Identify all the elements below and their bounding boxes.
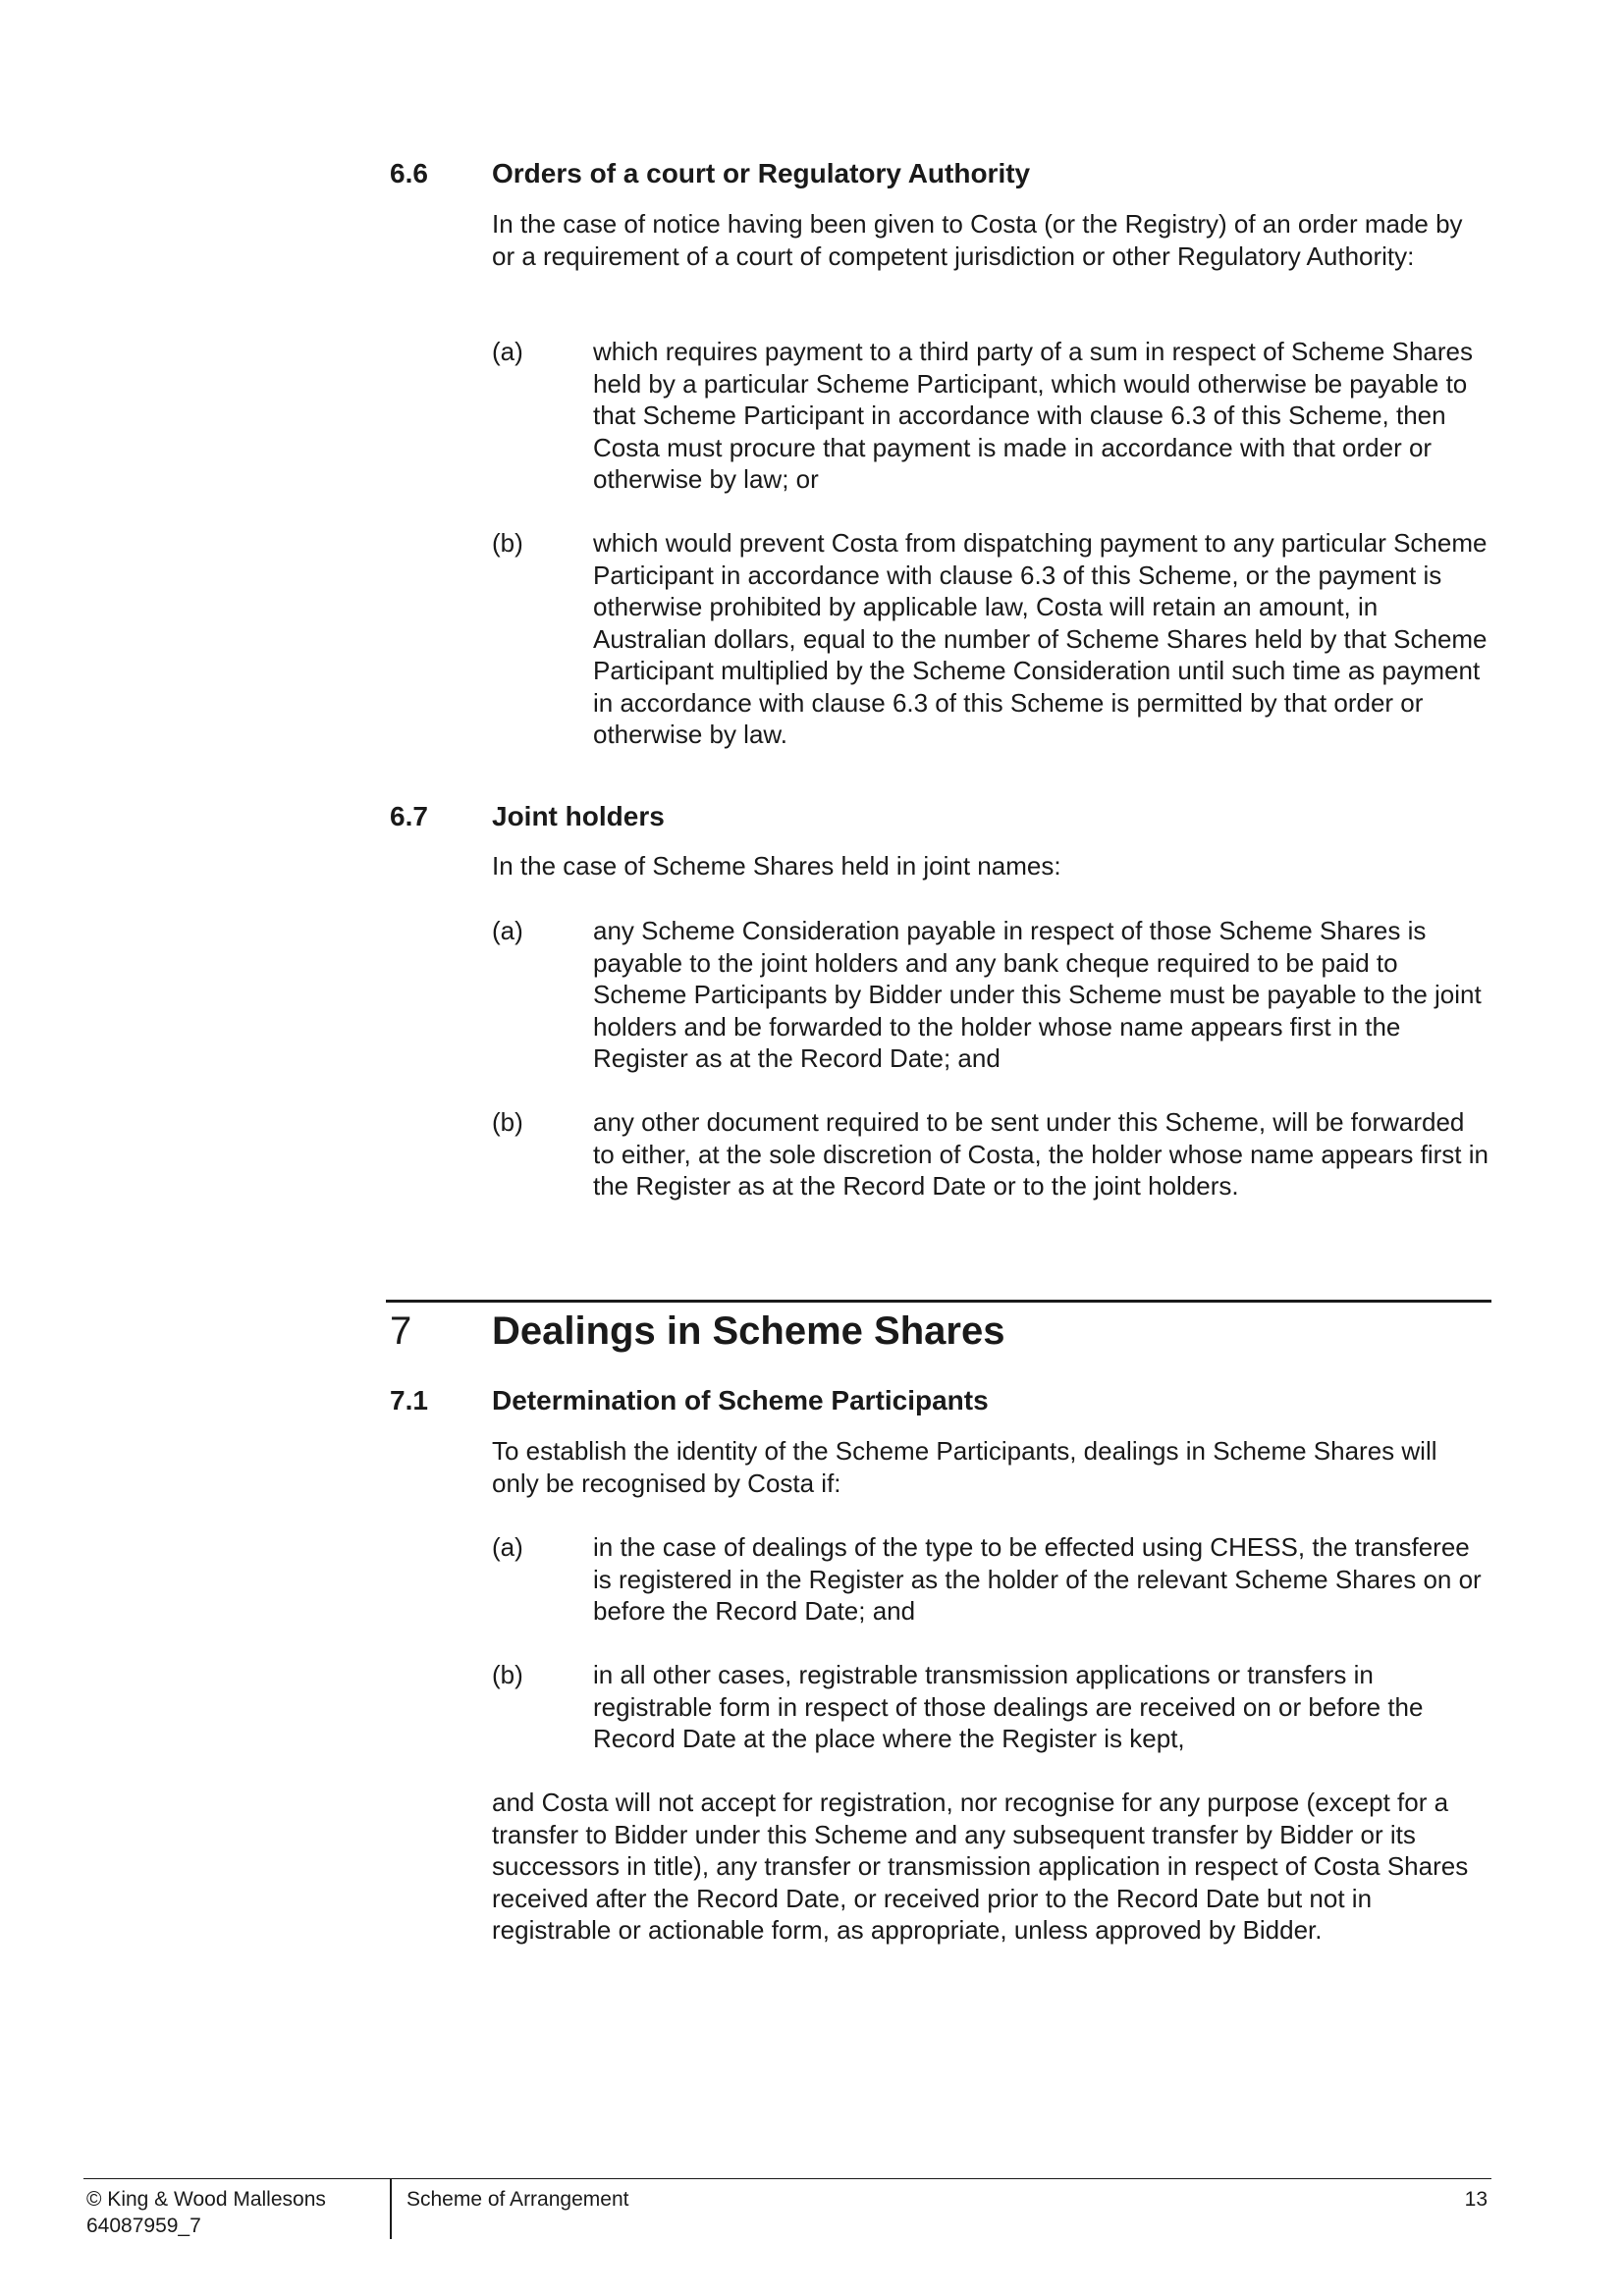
section-divider [386, 1300, 1491, 1303]
clause-7-1-item-b-text: in all other cases, registrable transmission applications or transfers in registrable form in respect of those dealings are received on or before the Record Date at the place where the Register is kept, [593, 1660, 1424, 1753]
clause-6-6-heading: Orders of a court or Regulatory Authority [492, 158, 1031, 188]
clause-6-7-item-b-label: (b) [492, 1107, 523, 1137]
footer-copyright: © King & Wood Mallesons [86, 2188, 326, 2211]
section-7-number: 7 [390, 1309, 412, 1353]
clause-6-6-item-b-label: (b) [492, 528, 523, 558]
clause-6-7-number: 6.7 [390, 801, 428, 831]
clause-7-1-item-a-label: (a) [492, 1532, 523, 1562]
clause-6-7-item-b-text: any other document required to be sent under this Scheme, will be forwarded to either, at the sole discretion of Costa, the holder whose name appears first in the Register as at the Record Date or to the joint holders. [593, 1107, 1489, 1201]
clause-6-6-item-b-text: which would prevent Costa from dispatching payment to any particular Scheme Participant in accordance with clause 6.3 of this Scheme, or the payment is otherwise prohibited by applicable law, Costa will retain an amount, in Australian dollars, equal to the number of Scheme Shares held by that Scheme Participant multiplied by the Scheme Consideration until such time as payment in accordance with clause 6.3 of this Scheme is permitted by that order or otherwise by law. [593, 528, 1488, 749]
clause-6-6-item-a-text: which requires payment to a third party of a sum in respect of Scheme Shares held by a particular Scheme Participant, which would otherwise be payable to that Scheme Participant in accordance with clause 6.3 of this Scheme, then Costa must procure that payment is made in accordance with that order or otherwise by law; or [593, 337, 1473, 494]
page-number: 13 [1464, 2188, 1488, 2211]
clause-6-6-intro: In the case of notice having been given to Costa (or the Registry) of an order made by or a requirement of a court of competent jurisdiction or other Regulatory Authority: [492, 209, 1463, 271]
clause-6-7-item-a-text: any Scheme Consideration payable in respect of those Scheme Shares is payable to the joint holders and any bank cheque required to be paid to Scheme Participants by Bidder under this Scheme must be payable to the joint holders and be forwarded to the holder whose name appears first in the Register as at the Record Date; and [593, 916, 1482, 1073]
footer-document-title: Scheme of Arrangement [406, 2188, 629, 2211]
clause-7-1-number: 7.1 [390, 1385, 428, 1415]
clause-7-1-intro: To establish the identity of the Scheme Participants, dealings in Scheme Shares will only be recognised by Costa if: [492, 1436, 1437, 1498]
footer-separator [390, 2178, 392, 2239]
clause-6-6-number: 6.6 [390, 158, 428, 188]
section-7-heading: Dealings in Scheme Shares [492, 1309, 1005, 1353]
clause-6-7-heading: Joint holders [492, 801, 665, 831]
clause-6-6-item-a-label: (a) [492, 337, 523, 366]
clause-6-7-intro: In the case of Scheme Shares held in joint names: [492, 851, 1061, 881]
clause-7-1-item-a-text: in the case of dealings of the type to be effected using CHESS, the transferee is registered in the Register as the holder of the relevant Scheme Shares on or before the Record Date; and [593, 1532, 1482, 1626]
clause-7-1-heading: Determination of Scheme Participants [492, 1385, 989, 1415]
clause-7-1-closing: and Costa will not accept for registration, nor recognise for any purpose (except for a transfer to Bidder under this Scheme and any subsequent transfer by Bidder or its successors in title), any transfer or transmission application in respect of Costa Shares received after the Record Date, or received prior to the Record Date but not in registrable or actionable form, as appropriate, unless approved by Bidder. [492, 1788, 1469, 1945]
footer-document-id: 64087959_7 [86, 2215, 201, 2237]
clause-7-1-item-b-label: (b) [492, 1660, 523, 1689]
clause-6-7-item-a-label: (a) [492, 916, 523, 945]
footer-divider [83, 2178, 1491, 2179]
